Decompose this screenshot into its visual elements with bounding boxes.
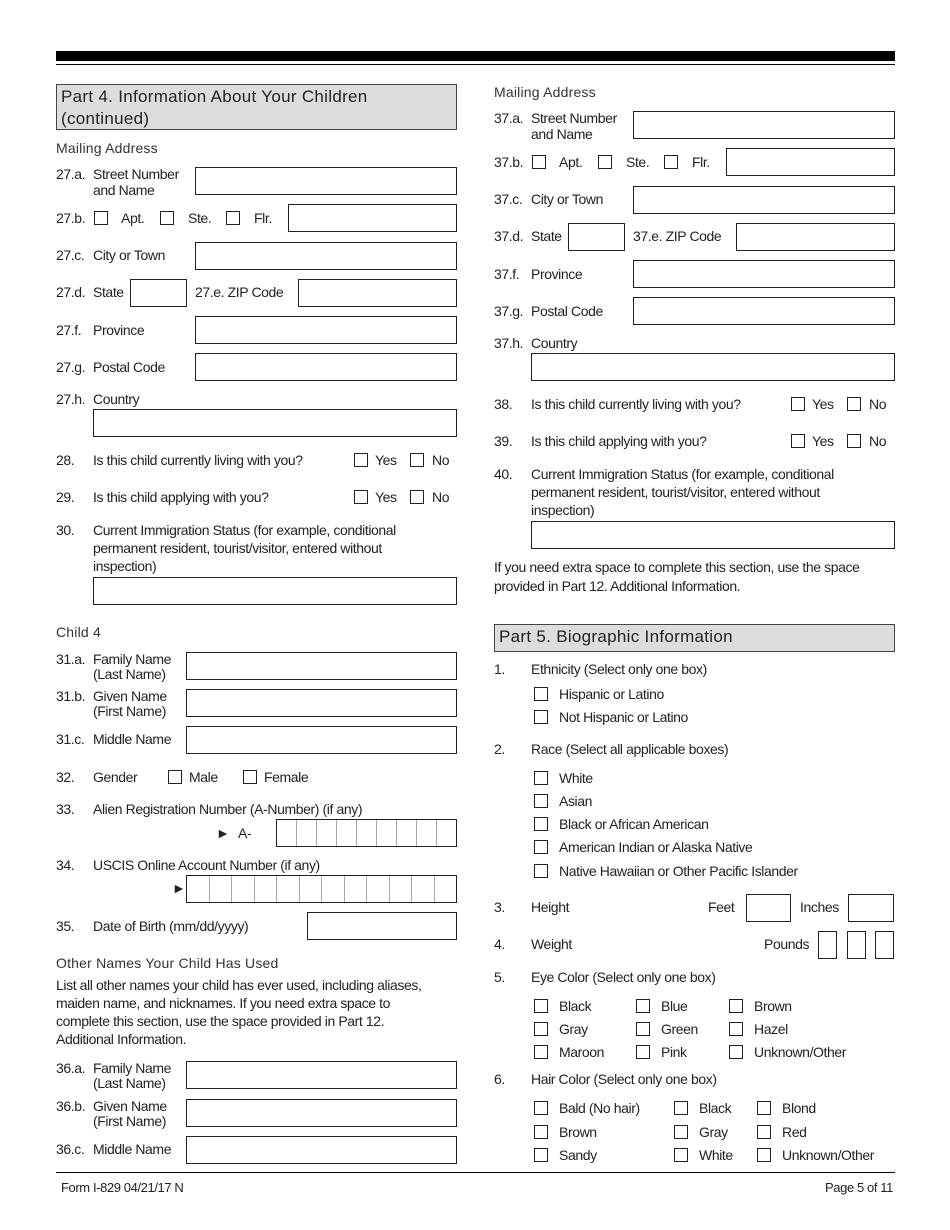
ste-checkbox[interactable] — [160, 211, 174, 225]
zip-input[interactable] — [736, 223, 895, 251]
label-text: Flr. — [692, 154, 710, 170]
city-input[interactable] — [195, 242, 457, 270]
label-text: 27.f. — [56, 322, 82, 338]
option-label: Black — [699, 1100, 732, 1116]
race-checkbox[interactable] — [534, 840, 548, 854]
postal-code-input[interactable] — [633, 297, 895, 325]
immigration-status-input[interactable] — [531, 521, 895, 549]
footer-rule — [56, 1172, 895, 1173]
label-text: No — [432, 489, 450, 505]
digit-cell[interactable] — [255, 876, 278, 902]
digit-cell[interactable] — [345, 876, 368, 902]
label-text: 36.c. — [56, 1141, 85, 1157]
option-label: Sandy — [559, 1147, 597, 1163]
weight-digit-input[interactable] — [847, 931, 866, 959]
part4-header — [56, 84, 457, 130]
label-text: 37.b. — [494, 154, 524, 170]
label-text: Postal Code — [531, 303, 603, 319]
label-text: Date of Birth (mm/dd/yyyy) — [93, 918, 249, 934]
label-text: Yes — [375, 489, 397, 505]
label-text: 36.b. — [56, 1098, 86, 1114]
name-input[interactable] — [186, 726, 457, 754]
eye-color-checkbox[interactable] — [729, 1045, 743, 1059]
label-text: 37.h. — [494, 335, 524, 351]
label-text: 37.g. — [494, 303, 524, 319]
label-text: 30. — [56, 522, 75, 538]
label-text: 28. — [56, 452, 75, 468]
ethnicity-checkbox[interactable] — [534, 687, 548, 701]
paragraph-line: List all other names your child has ever used, including aliases, — [56, 977, 422, 993]
label-text: 31.c. — [56, 731, 85, 747]
label-text: 1. — [494, 661, 505, 677]
digit-cell[interactable] — [277, 876, 300, 902]
country-input[interactable] — [531, 353, 895, 381]
label-text: and Name — [93, 182, 155, 198]
yes-checkbox[interactable] — [354, 453, 368, 467]
hair-color-checkbox[interactable] — [534, 1148, 548, 1162]
height-inches-input[interactable] — [848, 894, 894, 922]
label-text: 5. — [494, 969, 505, 985]
hair-color-checkbox[interactable] — [534, 1125, 548, 1139]
option-label: Unknown/Other — [782, 1147, 875, 1163]
label-text: City or Town — [531, 191, 603, 207]
street-input[interactable] — [633, 111, 895, 139]
uscis-account-input[interactable] — [186, 875, 457, 903]
label-text: Is this child currently living with you? — [93, 452, 303, 468]
label-text: 27.g. — [56, 359, 86, 375]
race-checkbox[interactable] — [534, 817, 548, 831]
a-number-input[interactable] — [276, 819, 457, 847]
label-text: (Last Name) — [93, 666, 166, 682]
option-label: Brown — [559, 1124, 597, 1140]
label-text: 27.b. — [56, 210, 86, 226]
label-text: 37.f. — [494, 266, 520, 282]
label-text: Middle Name — [93, 1141, 172, 1157]
digit-cell[interactable] — [377, 820, 397, 846]
label-text: 6. — [494, 1071, 505, 1087]
label-text: 37.c. — [494, 191, 523, 207]
label-text: State — [93, 284, 124, 300]
arrow-icon: ► — [216, 825, 230, 841]
label-text: 27.a. — [56, 166, 86, 182]
option-label: Maroon — [559, 1044, 605, 1060]
unit-number-input[interactable] — [288, 204, 457, 232]
province-input[interactable] — [195, 316, 457, 344]
hair-color-checkbox[interactable] — [757, 1148, 771, 1162]
date-of-birth-input[interactable] — [307, 912, 457, 940]
eye-color-checkbox[interactable] — [636, 1022, 650, 1036]
option-label: Blond — [782, 1100, 816, 1116]
race-checkbox[interactable] — [534, 771, 548, 785]
paragraph-line: Additional Information. — [56, 1031, 187, 1047]
country-input[interactable] — [93, 409, 457, 437]
digit-cell[interactable] — [417, 820, 437, 846]
label-text: Female — [264, 769, 309, 785]
label-text: and Name — [531, 126, 593, 142]
digit-cell[interactable] — [435, 876, 457, 902]
hair-color-checkbox[interactable] — [757, 1125, 771, 1139]
option-label: Brown — [754, 998, 792, 1014]
label-text: Given Name — [93, 688, 167, 704]
label-text: Family Name — [93, 1060, 172, 1076]
label-text: permanent resident, tourist/visitor, entered without — [93, 540, 382, 556]
label-text: 27.h. — [56, 391, 86, 407]
digit-cell[interactable] — [187, 876, 210, 902]
label-text: Apt. — [559, 154, 583, 170]
label-text: 27.d. — [56, 284, 86, 300]
label-text: Apt. — [121, 210, 145, 226]
flr-checkbox[interactable] — [664, 155, 678, 169]
label-text: (Last Name) — [93, 1075, 166, 1091]
label-text: No — [869, 433, 887, 449]
option-label: Blue — [661, 998, 688, 1014]
label-text: (First Name) — [93, 703, 166, 719]
paragraph-line: maiden name, and nicknames. If you need extra space to — [56, 995, 391, 1011]
label-text: Street Number — [93, 166, 179, 182]
label-text: inspection) — [531, 502, 595, 518]
digit-cell[interactable] — [357, 820, 377, 846]
label-text: 27.c. — [56, 247, 85, 263]
label-text: City or Town — [93, 247, 165, 263]
label-text: Height — [531, 899, 570, 915]
race-checkbox[interactable] — [534, 794, 548, 808]
digit-cell[interactable] — [317, 820, 337, 846]
option-label: Gray — [699, 1124, 728, 1140]
height-feet-input[interactable] — [746, 894, 791, 922]
label-text: 2. — [494, 741, 505, 757]
race-checkbox[interactable] — [534, 864, 548, 878]
name-input[interactable] — [186, 1136, 457, 1164]
digit-cell[interactable] — [397, 820, 417, 846]
label-text: Yes — [812, 433, 834, 449]
option-label: White — [699, 1147, 733, 1163]
label-text: No — [432, 452, 450, 468]
weight-digit-input[interactable] — [875, 931, 894, 959]
label-text: 31.a. — [56, 651, 86, 667]
label-text: 34. — [56, 857, 75, 873]
male-checkbox[interactable] — [168, 770, 182, 784]
label-text: Inches — [800, 899, 839, 915]
digit-cell[interactable] — [322, 876, 345, 902]
state-input[interactable] — [568, 223, 625, 251]
option-label: White — [559, 770, 593, 786]
option-label: Green — [661, 1021, 698, 1037]
digit-cell[interactable] — [277, 820, 297, 846]
label-text: Pounds — [764, 936, 810, 952]
name-input[interactable] — [186, 1099, 457, 1127]
option-label: Hispanic or Latino — [559, 686, 664, 702]
label-text: A- — [238, 825, 252, 841]
label-text: Province — [93, 322, 145, 338]
no-checkbox[interactable] — [847, 397, 861, 411]
arrow-icon: ► — [172, 880, 186, 896]
hair-color-checkbox[interactable] — [757, 1101, 771, 1115]
label-text: 40. — [494, 466, 513, 482]
paragraph-line: provided in Part 12. Additional Information. — [494, 578, 741, 594]
label-text: Given Name — [93, 1098, 167, 1114]
label-text: 4. — [494, 936, 505, 952]
label-text: 38. — [494, 396, 513, 412]
no-checkbox[interactable] — [410, 490, 424, 504]
label-text: Gender — [93, 769, 138, 785]
digit-cell[interactable] — [437, 820, 456, 846]
unit-number-input[interactable] — [726, 148, 895, 176]
label-text: 37.d. — [494, 228, 524, 244]
label-text: Current Immigration Status (for example, conditional — [93, 522, 396, 538]
yes-checkbox[interactable] — [791, 397, 805, 411]
yes-checkbox[interactable] — [791, 434, 805, 448]
option-label: Black — [559, 998, 592, 1014]
eye-color-checkbox[interactable] — [534, 999, 548, 1013]
label-text: Weight — [531, 936, 572, 952]
label-text: No — [869, 396, 887, 412]
female-checkbox[interactable] — [243, 770, 257, 784]
top-rule-thin — [56, 64, 895, 65]
hair-color-checkbox[interactable] — [674, 1125, 688, 1139]
section-subtitle: Other Names Your Child Has Used — [56, 955, 279, 971]
flr-checkbox[interactable] — [226, 211, 240, 225]
paragraph-line: complete this section, use the space provided in Part 12. — [56, 1013, 385, 1029]
immigration-status-input[interactable] — [93, 577, 457, 605]
section-title: Part 5. Biographic Information — [499, 627, 733, 646]
paragraph-line: If you need extra space to complete this section, use the space — [494, 559, 860, 575]
label-text: 31.b. — [56, 688, 86, 704]
yes-checkbox[interactable] — [354, 490, 368, 504]
name-input[interactable] — [186, 689, 457, 717]
label-text: Country — [531, 335, 578, 351]
label-text: USCIS Online Account Number (if any) — [93, 857, 320, 873]
label-text: 39. — [494, 433, 513, 449]
option-label: Gray — [559, 1021, 588, 1037]
label-text: Ste. — [626, 154, 650, 170]
eye-color-checkbox[interactable] — [534, 1045, 548, 1059]
section-subtitle: Child 4 — [56, 624, 101, 640]
label-text: Province — [531, 266, 583, 282]
top-rule-thick — [56, 51, 895, 61]
label-text: Street Number — [531, 110, 617, 126]
label-text: (First Name) — [93, 1113, 166, 1129]
section-title: (continued) — [61, 109, 150, 128]
option-label: Unknown/Other — [754, 1044, 847, 1060]
city-input[interactable] — [633, 186, 895, 214]
label-text: Is this child applying with you? — [93, 489, 269, 505]
label-text: Yes — [812, 396, 834, 412]
option-label: Not Hispanic or Latino — [559, 709, 688, 725]
label-text: Postal Code — [93, 359, 165, 375]
state-input[interactable] — [130, 279, 187, 307]
digit-cell[interactable] — [300, 876, 323, 902]
label-text: 35. — [56, 918, 75, 934]
label-text: Alien Registration Number (A-Number) (if any) — [93, 801, 363, 817]
part5-header — [494, 624, 895, 652]
section-subtitle: Mailing Address — [56, 140, 158, 156]
label-text: Feet — [708, 899, 735, 915]
label-text: Is this child applying with you? — [531, 433, 707, 449]
label-text: 37.e. ZIP Code — [633, 228, 722, 244]
zip-input[interactable] — [298, 279, 457, 307]
label-text: Yes — [375, 452, 397, 468]
label-text: Eye Color (Select only one box) — [531, 969, 716, 985]
label-text: Race (Select all applicable boxes) — [531, 741, 729, 757]
form-id: Form I-829 04/21/17 N — [61, 1180, 184, 1195]
eye-color-checkbox[interactable] — [729, 1022, 743, 1036]
digit-cell[interactable] — [297, 820, 317, 846]
option-label: Hazel — [754, 1021, 788, 1037]
label-text: Flr. — [254, 210, 272, 226]
name-input[interactable] — [186, 1061, 457, 1089]
label-text: Ethnicity (Select only one box) — [531, 661, 707, 677]
province-input[interactable] — [633, 260, 895, 288]
label-text: 36.a. — [56, 1060, 86, 1076]
label-text: 32. — [56, 769, 75, 785]
label-text: permanent resident, tourist/visitor, entered without — [531, 484, 820, 500]
digit-cell[interactable] — [232, 876, 255, 902]
page-number: Page 5 of 11 — [825, 1180, 893, 1195]
label-text: 33. — [56, 801, 75, 817]
label-text: 3. — [494, 899, 505, 915]
label-text: Is this child currently living with you? — [531, 396, 741, 412]
weight-digit-input[interactable] — [818, 931, 837, 959]
street-input[interactable] — [195, 167, 457, 195]
hair-color-checkbox[interactable] — [674, 1101, 688, 1115]
digit-cell[interactable] — [367, 876, 390, 902]
ste-checkbox[interactable] — [598, 155, 612, 169]
apt-checkbox[interactable] — [94, 211, 108, 225]
option-label: Pink — [661, 1044, 687, 1060]
hair-color-checkbox[interactable] — [674, 1148, 688, 1162]
eye-color-checkbox[interactable] — [729, 999, 743, 1013]
option-label: Native Hawaiian or Other Pacific Islander — [559, 863, 798, 879]
option-label: Asian — [559, 793, 593, 809]
eye-color-checkbox[interactable] — [636, 1045, 650, 1059]
digit-cell[interactable] — [412, 876, 435, 902]
eye-color-checkbox[interactable] — [636, 999, 650, 1013]
no-checkbox[interactable] — [847, 434, 861, 448]
label-text: Family Name — [93, 651, 172, 667]
label-text: Hair Color (Select only one box) — [531, 1071, 717, 1087]
section-title: Part 4. Information About Your Children — [61, 87, 368, 106]
label-text: 37.a. — [494, 110, 524, 126]
option-label: American Indian or Alaska Native — [559, 839, 753, 855]
eye-color-checkbox[interactable] — [534, 1022, 548, 1036]
digit-cell[interactable] — [390, 876, 413, 902]
label-text: Current Immigration Status (for example, conditional — [531, 466, 834, 482]
name-input[interactable] — [186, 652, 457, 680]
hair-color-checkbox[interactable] — [534, 1101, 548, 1115]
label-text: inspection) — [93, 558, 157, 574]
label-text: Middle Name — [93, 731, 172, 747]
option-label: Bald (No hair) — [559, 1100, 640, 1116]
postal-code-input[interactable] — [195, 353, 457, 381]
section-subtitle: Mailing Address — [494, 84, 596, 100]
option-label: Red — [782, 1124, 807, 1140]
label-text: 29. — [56, 489, 75, 505]
label-text: Ste. — [188, 210, 212, 226]
no-checkbox[interactable] — [410, 453, 424, 467]
digit-cell[interactable] — [210, 876, 233, 902]
label-text: Male — [189, 769, 218, 785]
label-text: State — [531, 228, 562, 244]
ethnicity-checkbox[interactable] — [534, 710, 548, 724]
digit-cell[interactable] — [337, 820, 357, 846]
apt-checkbox[interactable] — [532, 155, 546, 169]
label-text: Country — [93, 391, 140, 407]
label-text: 27.e. ZIP Code — [195, 284, 284, 300]
option-label: Black or African American — [559, 816, 709, 832]
